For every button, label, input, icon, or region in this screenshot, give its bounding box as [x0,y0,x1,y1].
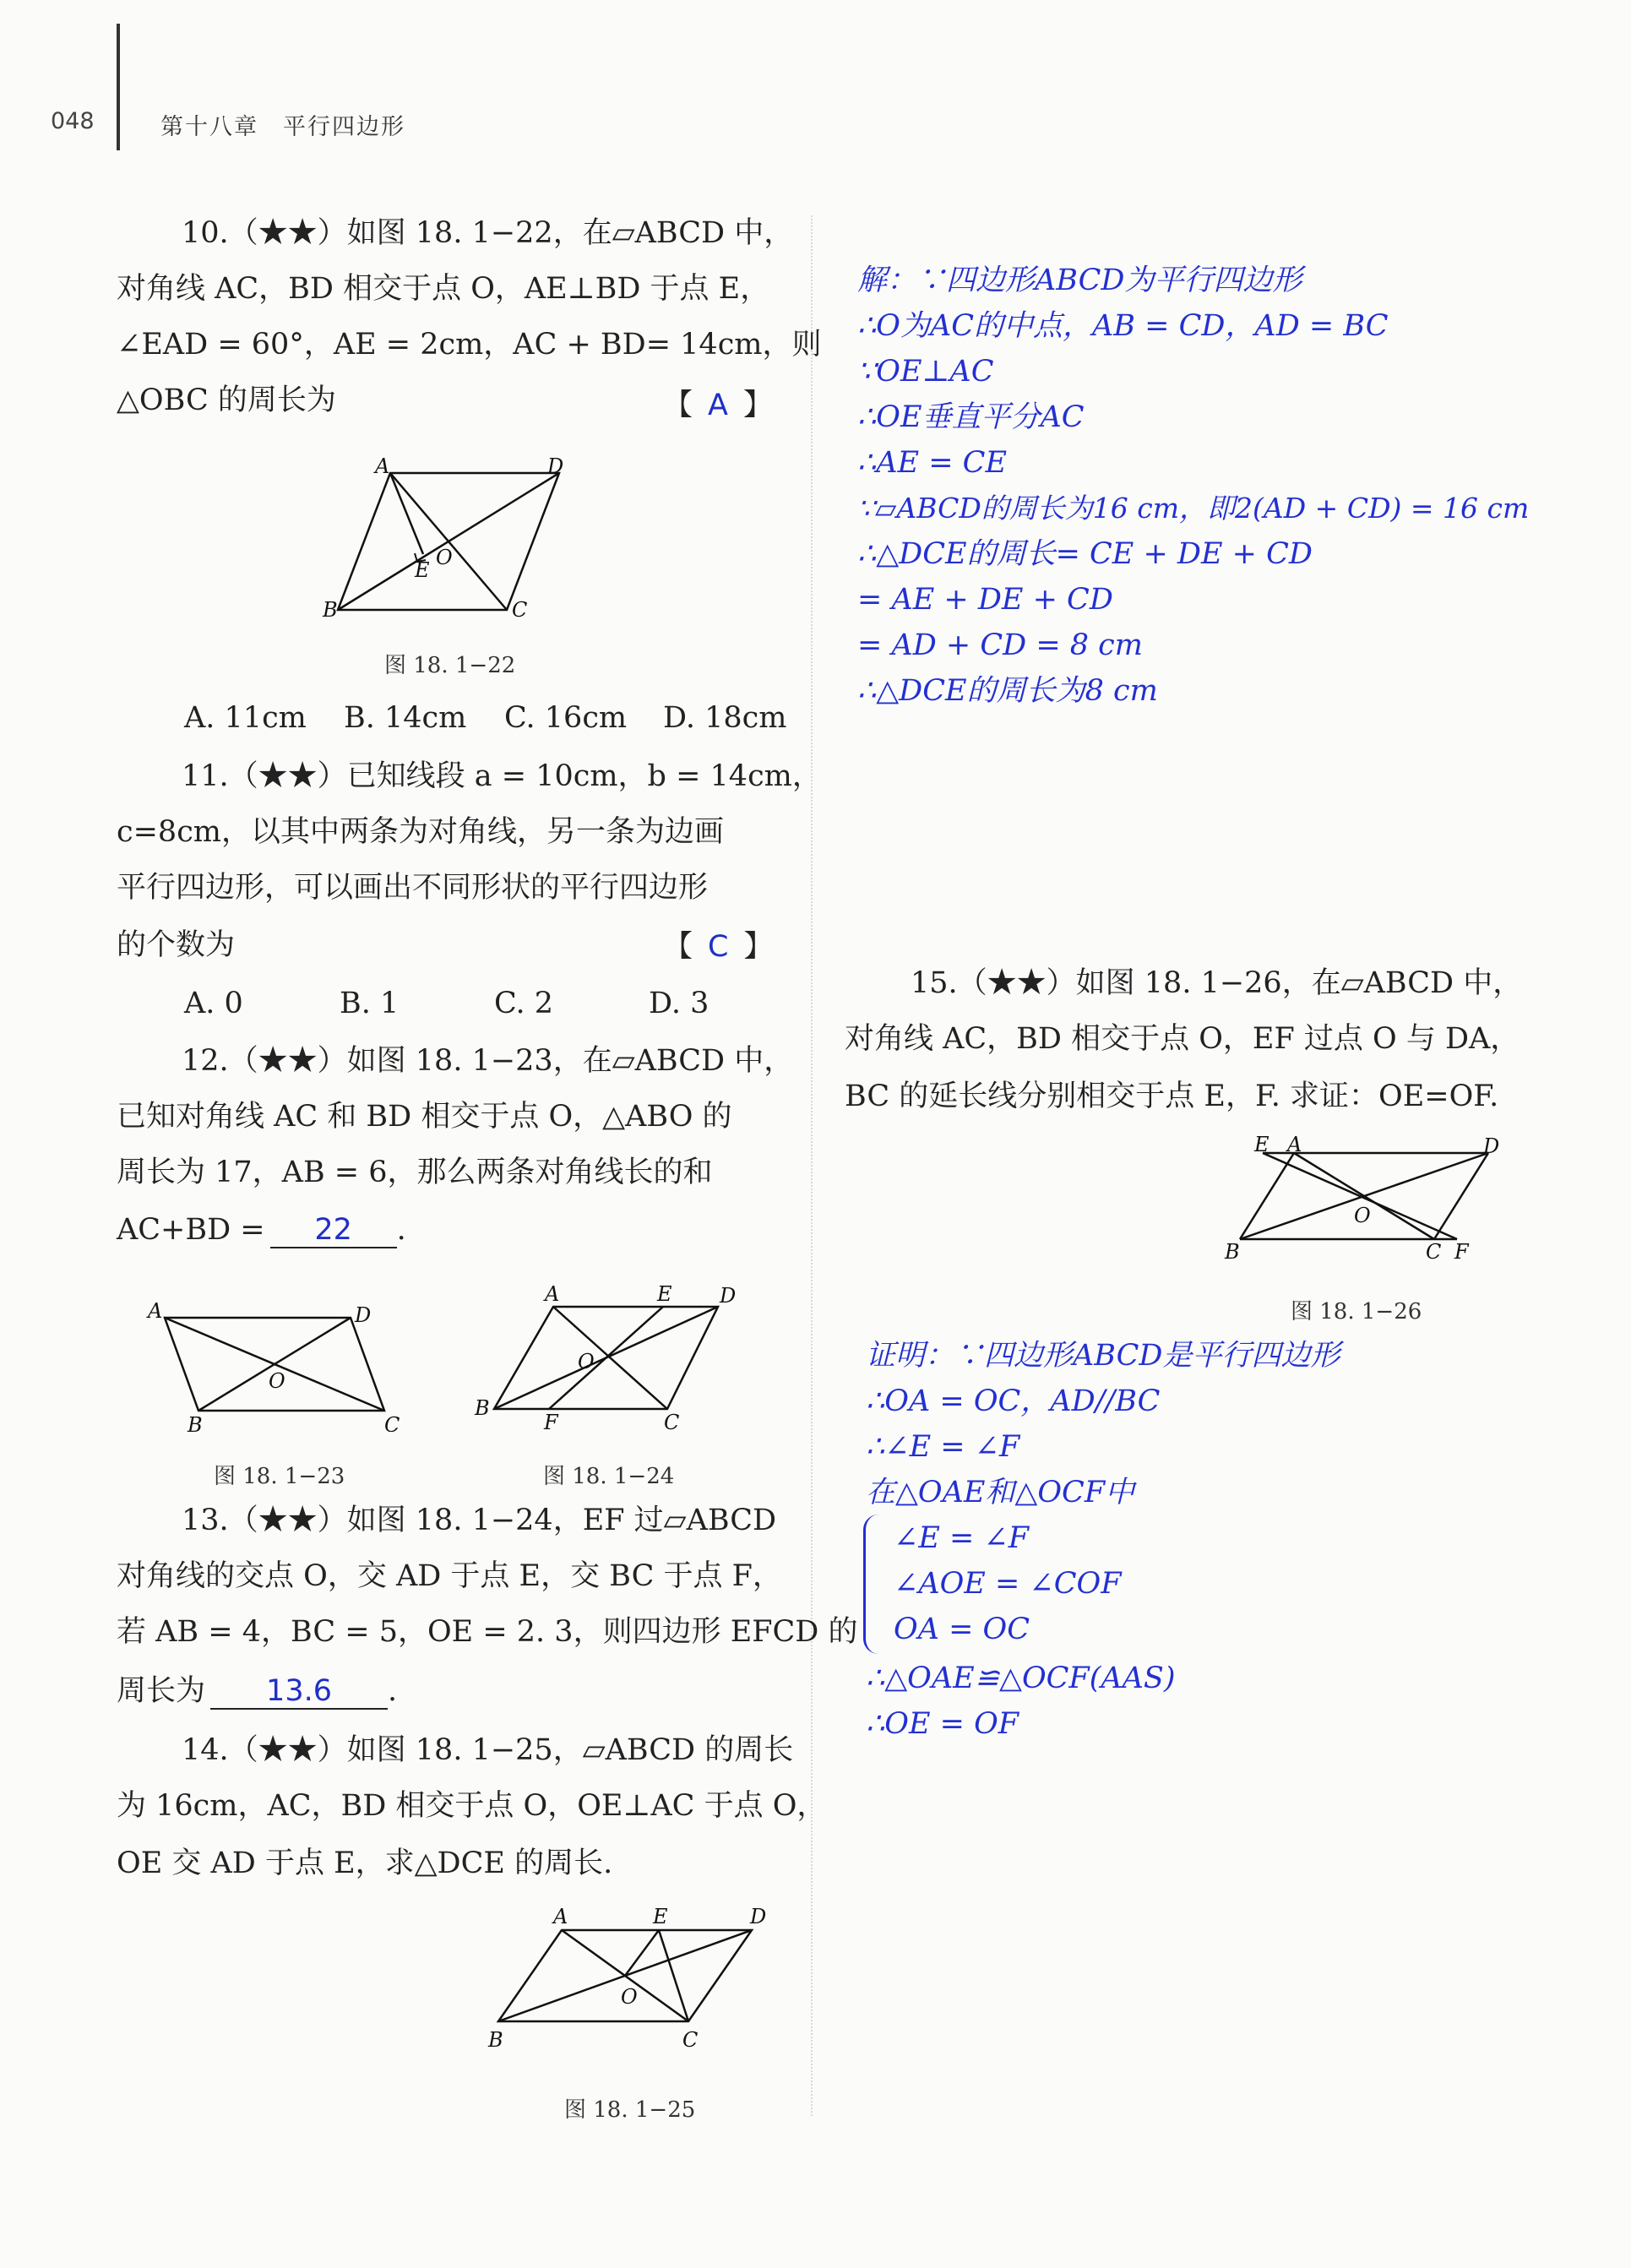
q11-option-a: A. 0 [184,987,243,1020]
solution-line-2: ∴O为AC的中点，AB = CD，AD = BC [857,309,1389,343]
q10-line-3: ∠EAD = 60°，AE = 2cm，AC + BD= 14cm，则 [117,328,822,362]
label-o: O [578,1350,595,1373]
q14-line-2: 为 16cm，AC，BD 相交于点 O，OE⊥AC 于点 O， [117,1789,827,1823]
label-o: O [269,1369,285,1393]
label-e: E [657,1284,672,1306]
q11-answer-bracket [663,927,773,967]
q15-line-2: 对角线 AC，BD 相交于点 O，EF 过点 O 与 DA， [845,1022,1520,1056]
q14-line-1: 14.（★★）如图 18. 1−25，▱ABCD 的周长 [182,1733,794,1767]
label-e: E [653,1905,668,1928]
label-e: E [1254,1136,1269,1156]
proof-system-3: OA = OC [894,1613,1030,1646]
proof-line-2: ∴OA = OC，AD//BC [866,1384,1161,1418]
label-o: O [621,1985,638,2009]
q10-line-4: △OBC 的周长为 [117,383,336,417]
header-rule [117,24,120,150]
q10-answer-bracket [663,385,773,426]
label-f: F [544,1411,558,1432]
q13-suffix: . [388,1674,398,1708]
q12-line-2: 已知对角线 AC 和 BD 相交于点 O，△ABO 的 [117,1100,732,1134]
q13-line-1: 13.（★★）如图 18. 1−24，EF 过▱ABCD [182,1504,777,1537]
q11-line-3: 平行四边形，可以画出不同形状的平行四边形 [117,871,709,905]
solution-line-9: = AD + CD = 8 cm [857,628,1143,662]
q13-answer-blank: 13.6 [210,1674,388,1710]
label-c: C [512,598,528,622]
label-d: D [720,1284,737,1308]
q13-prefix: 周长为 [117,1674,206,1708]
q10-line-2: 对角线 AC，BD 相交于点 O，AE⊥BD 于点 E， [117,272,770,306]
label-a: A [1287,1136,1302,1156]
q12-line-4 [117,1210,406,1250]
proof-system-1: ∠E = ∠F [894,1521,1030,1555]
proof-line-6: ∴OE = OF [866,1707,1019,1741]
q11-option-b: B. 1 [340,987,400,1020]
q14-line-3: OE 交 AD 于点 E，求△DCE 的周长. [117,1846,613,1880]
proof-line-3: ∴∠E = ∠F [866,1430,1020,1464]
segment-ae [390,473,423,554]
page-number: 048 [51,108,95,134]
label-o: O [1354,1204,1371,1227]
bracket-open: 【 [663,389,693,422]
label-c: C [664,1411,680,1432]
solution-line-7: ∴△DCE的周长= CE + DE + CD [857,537,1313,571]
q13-line-2: 对角线的交点 O，交 AD 于点 E，交 BC 于点 F， [117,1559,782,1593]
column-divider [811,215,813,2116]
q10-option-b: B. 14cm [344,701,467,735]
q12-prefix: AC+BD = [117,1213,265,1247]
q12-line-1: 12.（★★）如图 18. 1−23，在▱ABCD 中， [182,1044,794,1078]
q13-line-4 [117,1671,397,1711]
proof-brace [863,1515,881,1654]
q12-line-3: 周长为 17，AB = 6，那么两条对角线长的和 [117,1156,713,1189]
q10-option-a: A. 11cm [184,701,307,735]
solution-line-1: 解：∵四边形ABCD为平行四边形 [857,264,1302,297]
proof-line-1: 证明：∵四边形ABCD是平行四边形 [866,1339,1340,1373]
q11-option-c: C. 2 [494,987,554,1020]
fig26-caption: 图 18. 1−26 [1291,1299,1422,1324]
label-a: A [553,1905,568,1928]
solution-line-5: ∴AE = CE [857,446,1007,480]
figure-18-1-23 [144,1297,405,1432]
q12-suffix: . [396,1213,406,1247]
side-dc [1434,1153,1488,1239]
diagonal-bd [198,1318,351,1411]
q10-option-c: C. 16cm [504,701,628,735]
label-c: C [1426,1240,1442,1263]
segment-ef [549,1307,663,1409]
proof-line-5: ∴△OAE≌△OCF(AAS) [866,1662,1176,1695]
bracket-open: 【 [663,930,693,964]
label-a: A [545,1284,560,1306]
figure-18-1-26 [1216,1136,1503,1263]
fig22-caption: 图 18. 1−22 [384,653,516,678]
solution-line-3: ∵OE⊥AC [857,355,994,389]
q11-option-d: D. 3 [649,987,709,1020]
q12-answer-blank: 22 [270,1213,397,1248]
label-a: A [375,456,390,478]
label-d: D [547,456,564,478]
label-b: B [488,2028,503,2048]
figure-18-1-22 [321,456,574,625]
diagonal-ac [553,1307,667,1409]
label-c: C [384,1413,400,1432]
q11-line-2: c=8cm，以其中两条为对角线，另一条为边画 [117,815,724,849]
q13-line-3: 若 AB = 4，BC = 5，OE = 2. 3，则四边形 EFCD 的 [117,1615,858,1649]
q11-answer: C [708,930,729,964]
diagonal-bd [338,473,559,610]
label-f: F [1454,1240,1469,1263]
q15-line-1: 15.（★★）如图 18. 1−26，在▱ABCD 中， [911,966,1523,1000]
q10-line-1: 10.（★★）如图 18. 1−22，在▱ABCD 中， [182,216,794,250]
label-b: B [323,598,338,622]
fig25-caption: 图 18. 1−25 [564,2097,696,2123]
q15-line-3: BC 的延长线分别相交于点 E，F. 求证：OE=OF. [845,1080,1499,1113]
side-ab [1240,1153,1294,1239]
bracket-close: 】 [742,389,773,422]
fig23-caption: 图 18. 1−23 [214,1464,345,1489]
q11-line-4: 的个数为 [117,928,236,962]
q10-option-d: D. 18cm [663,701,787,735]
label-b: B [1225,1240,1240,1263]
fig24-caption: 图 18. 1−24 [543,1464,675,1489]
solution-line-6: ∵▱ABCD的周长为16 cm，即2(AD + CD) = 16 cm [857,492,1530,525]
label-b: B [188,1413,203,1432]
label-d: D [750,1905,767,1928]
solution-line-10: ∴△DCE的周长为8 cm [857,674,1158,708]
q11-line-1: 11.（★★）已知线段 a = 10cm，b = 14cm， [182,759,822,793]
solution-line-4: ∴OE垂直平分AC [857,400,1085,434]
bracket-close: 】 [743,930,774,964]
q10-answer: A [708,389,728,422]
label-d: D [1483,1136,1500,1158]
figure-18-1-24 [473,1284,752,1432]
figure-18-1-25 [481,1905,777,2048]
label-c: C [682,2028,699,2048]
segment-ec [659,1930,688,2021]
proof-system-2: ∠AOE = ∠COF [894,1567,1122,1601]
label-d: D [355,1303,372,1327]
label-a: A [148,1299,163,1323]
label-o: O [436,546,453,569]
chapter-title: 第十八章 平行四边形 [160,114,405,140]
label-b: B [475,1396,490,1420]
solution-line-8: = AE + DE + CD [857,583,1113,617]
label-e: E [415,558,430,582]
proof-line-4: 在△OAE和△OCF中 [866,1476,1135,1509]
